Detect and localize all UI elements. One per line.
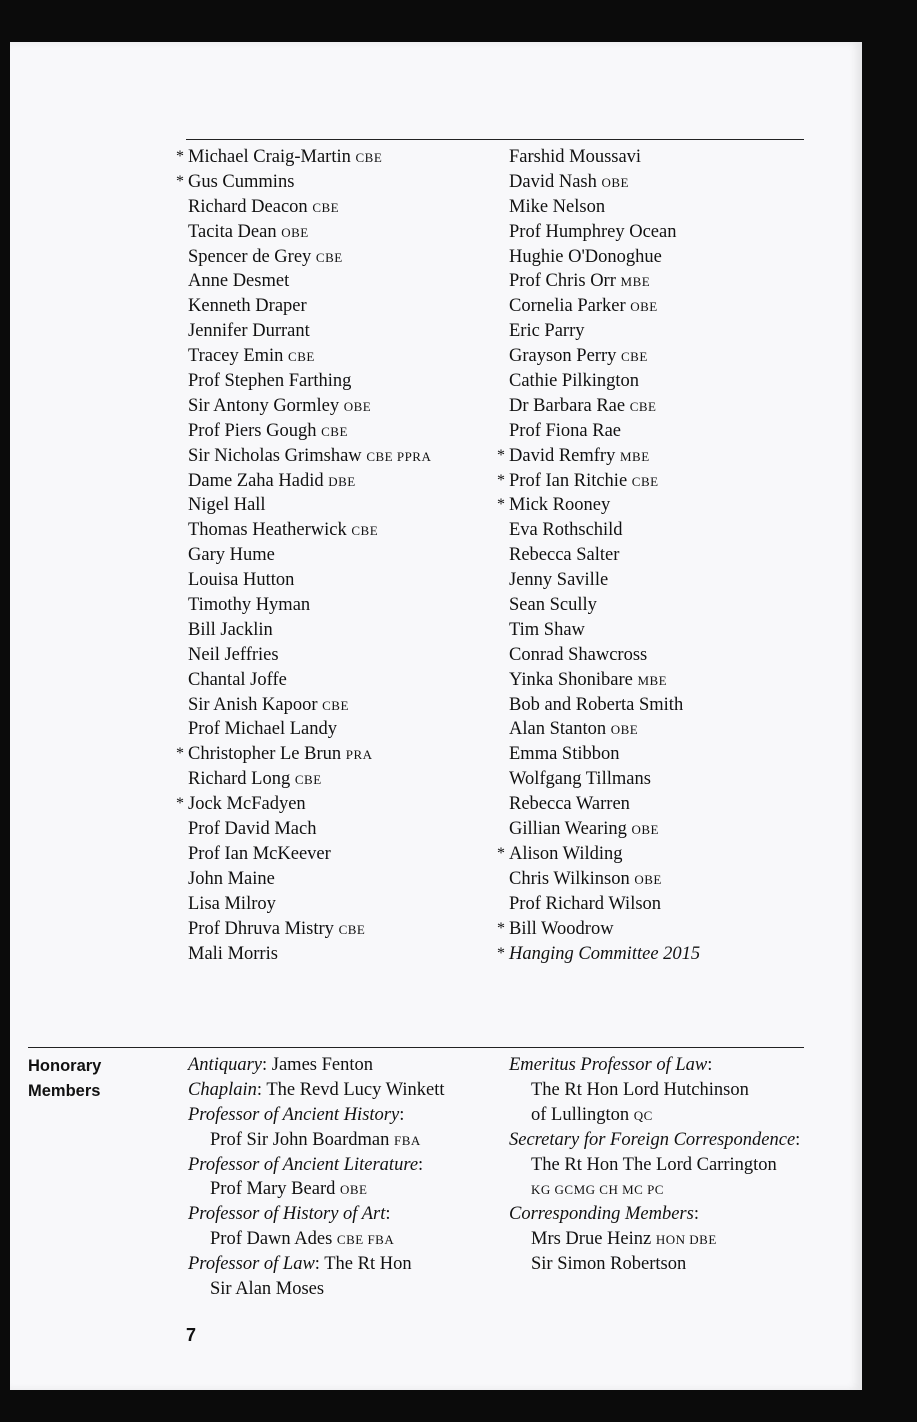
member-name: Chris Wilkinson: [509, 868, 630, 889]
honorary-row: [509, 1252, 800, 1277]
honorary-name: Sir Alan Moses: [210, 1279, 325, 1300]
member-honours: MBE: [619, 448, 650, 464]
honorary-right-column: [509, 1053, 800, 1277]
book-page: [10, 42, 862, 1390]
member-name: Timothy Hyman: [188, 595, 311, 616]
honorary-honours: OBE: [339, 1182, 368, 1198]
member-honours: OBE: [610, 722, 639, 738]
member-honours: CBE: [321, 423, 348, 439]
academicians-left-column: [176, 145, 432, 966]
member-row: [509, 394, 700, 419]
member-name: Bill Jacklin: [188, 619, 273, 640]
member-row: [509, 792, 700, 817]
member-row: [176, 145, 431, 170]
member-name: Mick Rooney: [509, 495, 611, 516]
member-honours: OBE: [631, 822, 659, 838]
member-row: [497, 444, 700, 469]
member-row: [188, 493, 431, 518]
member-name: Yinka Shonibare: [509, 669, 633, 690]
member-name: Prof Dhruva Mistry: [188, 918, 334, 939]
member-honours: CBE: [355, 150, 383, 165]
member-name: Dr Barbara Rae: [509, 395, 626, 416]
member-row: [509, 220, 700, 245]
member-name: Emma Stibbon: [509, 744, 620, 765]
member-name: Richard Long: [188, 769, 291, 790]
member-honours: CBE: [621, 349, 648, 365]
honorary-row: [509, 1078, 800, 1103]
committee-asterisk: *: [497, 496, 505, 514]
member-row: [188, 220, 431, 245]
honorary-heading-line2: Members: [28, 1082, 101, 1100]
member-name: David Remfry: [509, 445, 616, 466]
academicians-right-column: [497, 145, 701, 966]
honorary-title: Secretary for Foreign Correspondence: [509, 1129, 796, 1150]
honorary-row: Antiquary: James Fenton: [188, 1055, 373, 1075]
member-row: [188, 568, 431, 593]
member-row: [188, 867, 431, 892]
member-row: [188, 593, 431, 618]
member-row: [509, 593, 700, 618]
honorary-row: Professor of Ancient History:: [188, 1104, 405, 1125]
member-name: Tracey Emin: [188, 346, 284, 367]
member-name: Prof David Mach: [188, 819, 317, 840]
member-name: Spencer de Grey: [188, 246, 312, 267]
honorary-row: [509, 1103, 800, 1128]
member-honours: CBE PPRA: [366, 448, 432, 464]
honorary-title: Emeritus Professor of Law: [509, 1055, 708, 1075]
member-name: Gary Hume: [188, 545, 275, 566]
honorary-name: Mrs Drue Heinz: [531, 1229, 652, 1250]
honorary-left-column: [188, 1053, 445, 1302]
member-row: [509, 817, 700, 842]
member-name: Bill Woodrow: [509, 918, 614, 939]
member-name: Michael Craig-Martin: [188, 147, 351, 167]
member-row: [188, 842, 431, 867]
honorary-row: Professor of History of Art:: [188, 1204, 391, 1225]
member-name: Rebecca Salter: [509, 545, 620, 566]
member-name: Richard Deacon: [188, 196, 308, 217]
member-row: [188, 245, 431, 270]
member-row: [188, 195, 431, 220]
member-row: [188, 693, 431, 718]
member-row: [509, 892, 700, 917]
member-name: Thomas Heatherwick: [188, 520, 347, 541]
member-honours: OBE: [343, 398, 372, 414]
committee-asterisk: *: [497, 919, 505, 937]
top-rule: [186, 139, 804, 140]
member-row: [188, 618, 431, 643]
member-honours: OBE: [601, 174, 629, 190]
honorary-row: Emeritus Professor of Law:: [509, 1055, 713, 1075]
member-honours: OBE: [630, 299, 658, 315]
member-name: David Nash: [509, 171, 597, 192]
member-row: [188, 394, 431, 419]
honorary-members-heading: [28, 1054, 101, 1104]
member-row: [509, 742, 700, 767]
member-name: Alan Stanton: [509, 719, 607, 740]
member-name: Sir Anish Kapoor: [188, 694, 318, 715]
member-row: [509, 668, 700, 693]
member-row: [188, 469, 431, 494]
member-row: [188, 767, 431, 792]
member-honours: CBE: [351, 523, 379, 539]
honorary-name: The Revd Lucy Winkett: [266, 1079, 445, 1100]
member-row: [188, 892, 431, 917]
honorary-title: Corresponding Members: [509, 1204, 694, 1225]
honorary-name: Prof Sir John Boardman: [210, 1129, 390, 1150]
member-honours: CBE: [322, 697, 349, 713]
member-row: [188, 717, 431, 742]
honorary-title: Chaplain: [188, 1079, 257, 1100]
committee-asterisk: *: [497, 844, 505, 862]
member-honours: DBE: [328, 473, 356, 489]
member-name: Hanging Committee 2015: [509, 943, 701, 964]
honorary-name: Prof Mary Beard: [210, 1179, 336, 1200]
member-row: [188, 419, 431, 444]
honorary-row: [188, 1277, 445, 1302]
honorary-row: Professor of Ancient Literature:: [188, 1154, 424, 1175]
member-row: [509, 693, 700, 718]
member-row: [497, 469, 700, 494]
member-name: Tim Shaw: [509, 619, 585, 640]
member-name: Rebecca Warren: [509, 794, 630, 815]
member-name: Kenneth Draper: [188, 296, 307, 317]
member-row: [497, 842, 700, 867]
honorary-honours: HON DBE: [655, 1232, 717, 1248]
member-row: [188, 444, 431, 469]
member-row: [188, 319, 431, 344]
member-name: Sean Scully: [509, 595, 597, 616]
member-honours: PRA: [345, 747, 373, 763]
honorary-rule: [28, 1047, 804, 1048]
member-name: Prof Michael Landy: [188, 719, 337, 740]
honorary-name: The Rt Hon: [324, 1254, 412, 1275]
member-honours: OBE: [634, 871, 662, 887]
honorary-row: [188, 1227, 445, 1252]
member-row: [509, 170, 700, 195]
member-name: Eva Rothschild: [509, 520, 623, 541]
member-row: [176, 742, 431, 767]
member-row: [509, 245, 700, 270]
member-name: Mike Nelson: [509, 196, 606, 217]
member-honours: MBE: [620, 274, 651, 290]
member-row: [188, 942, 431, 967]
member-honours: CBE: [288, 349, 315, 365]
member-name: Gillian Wearing: [509, 819, 627, 840]
member-name: Jock McFadyen: [188, 794, 306, 815]
member-row: [509, 867, 700, 892]
honorary-name: Sir Simon Robertson: [531, 1254, 687, 1275]
member-name: Nigel Hall: [188, 495, 266, 516]
member-row: [509, 543, 700, 568]
honorary-row: Secretary for Foreign Correspondence:: [509, 1129, 801, 1150]
member-name: Prof Piers Gough: [188, 420, 317, 441]
honorary-honours: QC: [633, 1107, 653, 1123]
member-row: [509, 643, 700, 668]
member-row: [509, 618, 700, 643]
member-row: [509, 568, 700, 593]
member-honours: CBE: [338, 921, 366, 937]
member-name: Alison Wilding: [509, 843, 623, 864]
member-name: Lisa Milroy: [188, 893, 276, 914]
honorary-title: Professor of Ancient History: [188, 1104, 400, 1125]
member-name: Bob and Roberta Smith: [509, 694, 684, 715]
honorary-row: Corresponding Members:: [509, 1204, 699, 1225]
member-name: Cornelia Parker: [509, 296, 626, 317]
member-row: [509, 195, 700, 220]
honorary-title: Professor of Ancient Literature: [188, 1154, 419, 1175]
member-name: John Maine: [188, 868, 275, 889]
member-row: [188, 668, 431, 693]
member-name: Eric Parry: [509, 321, 585, 342]
honorary-honours: CBE FBA: [336, 1232, 395, 1248]
honorary-title: Professor of History of Art: [188, 1204, 386, 1225]
member-row: [509, 294, 700, 319]
member-name: Tacita Dean: [188, 221, 277, 242]
member-row: [188, 344, 431, 369]
member-row: [188, 518, 431, 543]
honorary-name: The Rt Hon The Lord Carrington: [531, 1154, 777, 1175]
member-name: Neil Jeffries: [188, 644, 279, 665]
member-honours: CBE: [629, 398, 657, 414]
honorary-honours: KG GCMG CH MC PC: [531, 1182, 664, 1198]
committee-asterisk: *: [497, 471, 505, 489]
member-row: [509, 419, 700, 444]
honorary-row: [509, 1153, 800, 1178]
member-name: Wolfgang Tillmans: [509, 769, 651, 790]
member-row: [188, 817, 431, 842]
member-row: [509, 518, 700, 543]
honorary-name: of Lullington: [531, 1104, 630, 1125]
member-name: Christopher Le Brun: [188, 744, 342, 765]
committee-asterisk: *: [497, 944, 505, 962]
member-name: Cathie Pilkington: [509, 371, 640, 392]
member-row: [176, 792, 431, 817]
honorary-title: Antiquary: [188, 1055, 262, 1075]
member-row: [509, 717, 700, 742]
honorary-row: [188, 1128, 445, 1153]
member-name: Mali Morris: [188, 943, 278, 964]
committee-asterisk: *: [176, 172, 184, 190]
member-honours: CBE: [312, 199, 340, 215]
member-name: Dame Zaha Hadid: [188, 470, 324, 491]
member-name: Gus Cummins: [188, 171, 295, 192]
member-name: Prof Chris Orr: [509, 271, 616, 292]
member-row: [509, 344, 700, 369]
honorary-row: Professor of Law: The Rt Hon: [188, 1254, 412, 1275]
committee-asterisk: *: [176, 795, 184, 813]
member-name: Prof Humphrey Ocean: [509, 221, 677, 242]
member-honours: CBE: [315, 249, 343, 265]
page-number: 7: [186, 1325, 197, 1345]
member-row: [188, 294, 431, 319]
member-row: [188, 543, 431, 568]
member-row: [188, 643, 431, 668]
member-honours: MBE: [637, 672, 668, 688]
member-name: Jenny Saville: [509, 570, 609, 591]
member-row: [497, 917, 700, 942]
member-name: Prof Stephen Farthing: [188, 371, 352, 392]
member-name: Sir Antony Gormley: [188, 395, 340, 416]
member-row: [509, 145, 700, 170]
honorary-honours: FBA: [393, 1132, 421, 1148]
honorary-title: Professor of Law: [188, 1254, 315, 1275]
member-name: Grayson Perry: [509, 346, 617, 367]
honorary-name: The Rt Hon Lord Hutchinson: [531, 1079, 749, 1100]
member-row: [509, 269, 700, 294]
member-name: Prof Ian Ritchie: [509, 470, 628, 491]
honorary-row: [188, 1177, 445, 1202]
member-honours: OBE: [281, 224, 309, 240]
member-row: [497, 493, 700, 518]
committee-asterisk: *: [176, 148, 184, 165]
honorary-row: [509, 1177, 800, 1202]
member-row: [509, 369, 700, 394]
member-name: Jennifer Durrant: [188, 321, 310, 342]
member-row: [188, 917, 431, 942]
honorary-name: James Fenton: [271, 1055, 373, 1075]
member-name: Louisa Hutton: [188, 570, 295, 591]
member-name: Sir Nicholas Grimshaw: [188, 445, 362, 466]
member-row: [176, 170, 431, 195]
member-row: [497, 942, 701, 967]
member-honours: CBE: [631, 473, 659, 489]
member-name: Prof Richard Wilson: [509, 893, 662, 914]
member-name: Prof Fiona Rae: [509, 420, 622, 441]
committee-asterisk: *: [176, 745, 184, 763]
member-row: [509, 319, 700, 344]
member-honours: CBE: [294, 772, 322, 788]
member-name: Anne Desmet: [188, 271, 290, 292]
honorary-name: Prof Dawn Ades: [210, 1229, 333, 1250]
member-row: [188, 269, 431, 294]
honorary-row: [509, 1227, 800, 1252]
honorary-row: Chaplain: The Revd Lucy Winkett: [188, 1079, 445, 1100]
member-row: [188, 369, 431, 394]
member-name: Chantal Joffe: [188, 669, 287, 690]
member-name: Conrad Shawcross: [509, 644, 648, 665]
member-row: [509, 767, 700, 792]
honorary-heading-line1: Honorary: [28, 1057, 102, 1075]
committee-asterisk: *: [497, 446, 505, 464]
member-name: Farshid Moussavi: [509, 147, 642, 167]
member-name: Prof Ian McKeever: [188, 843, 331, 864]
member-name: Hughie O'Donoghue: [509, 246, 662, 267]
